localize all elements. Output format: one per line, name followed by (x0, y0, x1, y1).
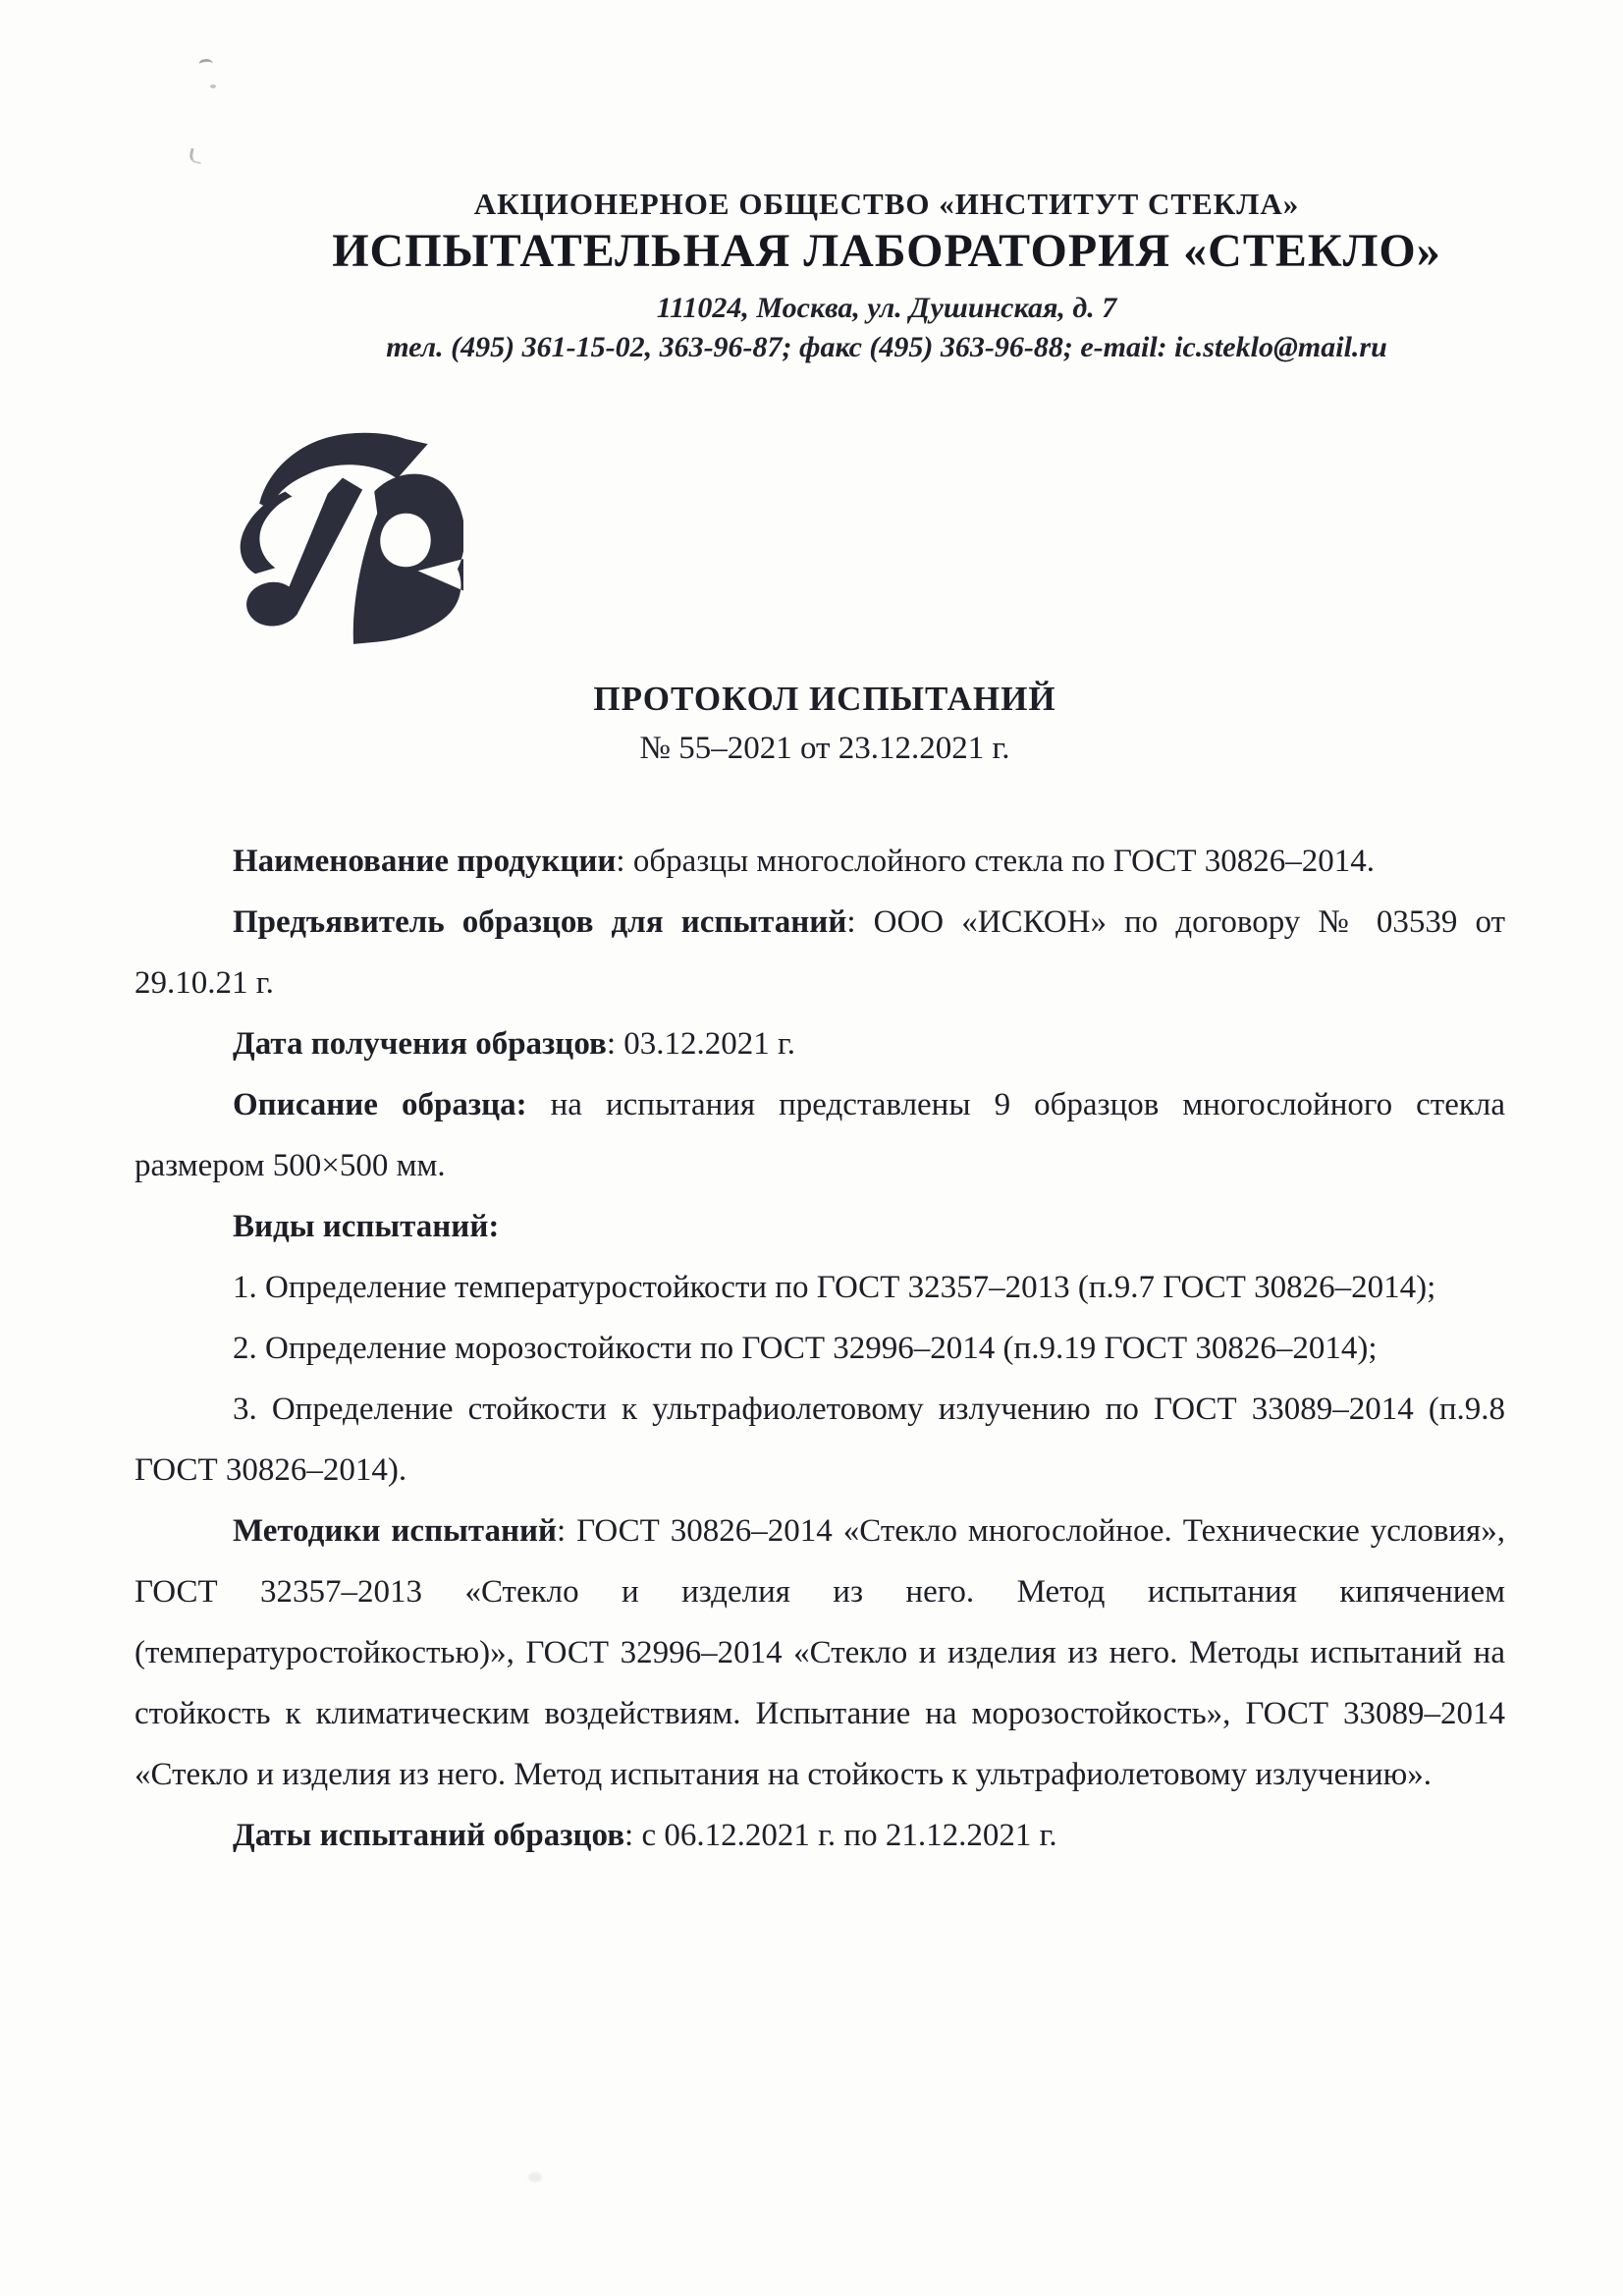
scan-artifact (210, 84, 216, 88)
field-label: Описание образца: (233, 1087, 527, 1122)
scan-artifact (528, 2172, 542, 2182)
list-item-test-1 (135, 1257, 1505, 1318)
paragraph-test-methods (135, 1501, 1505, 1805)
protocol-number-line: № 55–2021 от 23.12.2021 г. (639, 731, 1010, 766)
paragraph-receipt-date (135, 1013, 1505, 1074)
field-value: : с 06.12.2021 г. по 21.12.2021 г. (624, 1818, 1057, 1853)
field-value: : ООО «ИСКОН» по договору № 03539 от 29.10.21 г. (135, 904, 1505, 1001)
laboratory-name: ИСПЫТАТЕЛЬНАЯ ЛАБОРАТОРИЯ «СТЕКЛО» (332, 225, 1441, 277)
field-value: : образцы многослойного стекла по ГОСТ 30826–2014. (616, 844, 1376, 879)
field-label: Предъявитель образцов для испытаний (233, 904, 847, 940)
field-value: на испытания представлены 9 образцов многослойного стекла размером 500×500 мм. (135, 1087, 1506, 1183)
field-label: Виды испытаний: (233, 1209, 500, 1244)
document-title: ПРОТОКОЛ ИСПЫТАНИЙ (593, 680, 1056, 718)
field-value: : ГОСТ 30826–2014 «Стекло многослойное. Технические условия», ГОСТ 32357–2013 «Стекло и изделия из него. Метод испытания кипячением (температуростойкостью)», ГОСТ 32996–2014 «Стекло и изделия из него. Методы испытаний на стойкость к климатическим воздействиям. Испытание на морозостойкость», ГОСТ 33089–2014 «Стекло и изделия из него. Метод испытания на стойкость к ультрафиолетовому излучению». (135, 1513, 1505, 1792)
paragraph-test-dates (135, 1805, 1505, 1866)
address-line: 111024, Москва, ул. Душинская, д. 7 (656, 292, 1117, 324)
paragraph-sample-description (135, 1074, 1505, 1196)
field-label: Даты испытаний образцов (233, 1818, 625, 1853)
field-value: 3. Определение стойкости к ультрафиолетовому излучению по ГОСТ 33089–2014 (п.9.8 ГОСТ 30826–2014). (135, 1392, 1505, 1488)
contacts-line: тел. (495) 361-15-02, 363-96-87; факс (495) 363-96-88; e-mail: ic.steklo@mail.ru (386, 331, 1387, 363)
institute-glass-logo-icon (236, 430, 463, 648)
field-value: : 03.12.2021 г. (606, 1026, 796, 1062)
scan-artifact (189, 148, 204, 164)
field-label: Методики испытаний (233, 1513, 557, 1549)
scan-artifact (198, 58, 213, 71)
field-value: 1. Определение температуростойкости по ГОСТ 32357–2013 (п.9.7 ГОСТ 30826–2014); (233, 1270, 1436, 1305)
field-label: Наименование продукции (233, 844, 617, 879)
paragraph-test-types-heading (135, 1196, 1505, 1257)
organization-name: АКЦИОНЕРНОЕ ОБЩЕСТВО «ИНСТИТУТ СТЕКЛА» (473, 187, 1300, 221)
field-value: 2. Определение морозостойкости по ГОСТ 32996–2014 (п.9.19 ГОСТ 30826–2014); (233, 1331, 1378, 1366)
list-item-test-3 (135, 1379, 1505, 1501)
paragraph-product-name (135, 831, 1505, 892)
paragraph-submitter (135, 892, 1505, 1013)
document-body (135, 831, 1505, 1866)
list-item-test-2 (135, 1318, 1505, 1379)
field-label: Дата получения образцов (233, 1026, 607, 1062)
